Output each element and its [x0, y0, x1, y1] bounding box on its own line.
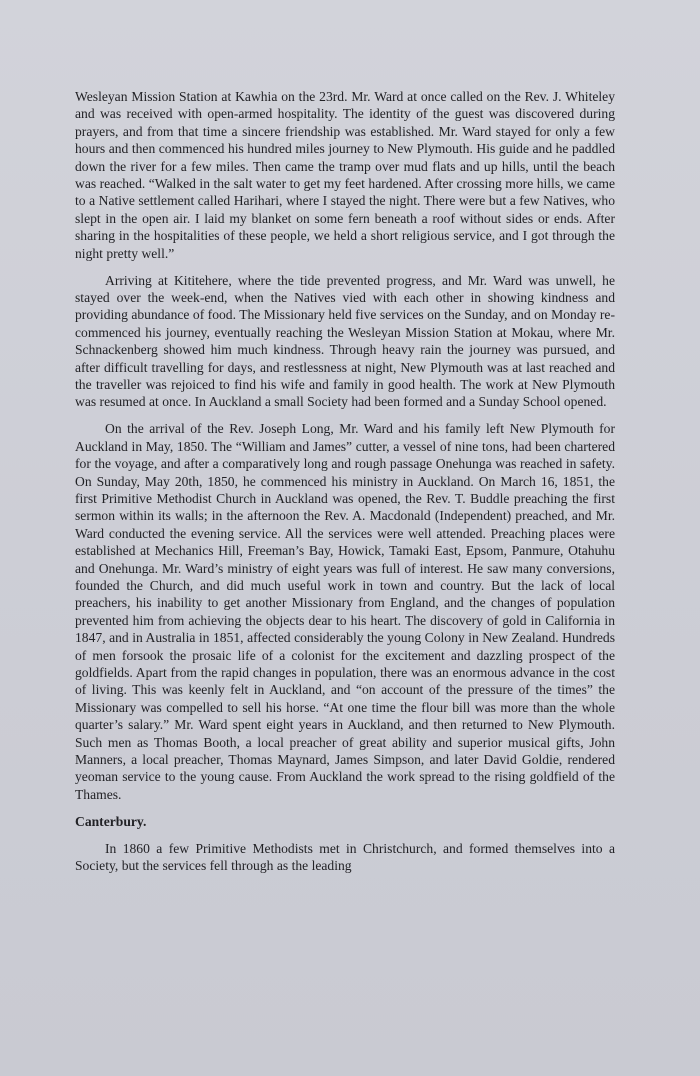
section-heading-canterbury: Canterbury. [75, 814, 147, 830]
body-text [75, 88, 615, 884]
paragraph-kawhia-journey: Wesleyan Mission Station at Kawhia on the 23rd. Mr. Ward at once called on the Rev. J. Whiteley and was received with open-armed hospitality. The identity of the guest was discovered during prayers, and from that time a sincere friendship was established. Mr. Ward stayed for only a few hours and then commenced his hundred miles journey to New Plymouth. His guide and he paddled down the river for a few miles. Then came the tramp over mud flats and up hills, until the beach was reached. “Walked in the salt water to get my feet hardened. After crossing more hills, we came to a Native settlement called Harihari, where I stayed the night. There were but a few Natives, who slept in the open air. I laid my blanket on some fern beneath a roof without sides or ends. After sharing in the hospitalities of these people, we held a short religious service, and I got through the night pretty well.” [75, 89, 615, 261]
paragraph-auckland-ministry: On the arrival of the Rev. Joseph Long, Mr. Ward and his family left New Plymouth for Auckland in May, 1850. The “William and James” cutter, a vessel of nine tons, had been chartered for the voyage, and after a comparatively long and rough passage Onehunga was reached in safety. On Sunday, May 20th, 1850, he commenced his ministry in Auckland. On March 16, 1851, the first Primitive Methodist Church in Auckland was opened, the Rev. T. Buddle preaching the first sermon within its walls; in the afternoon the Rev. A. Macdonald (Independent) preached, and Mr. Ward conducted the evening service. All the services were well attended. Preaching places were established at Mechanics Hill, Freeman’s Bay, Howick, Tamaki East, Epsom, Panmure, Otahuhu and Onehunga. Mr. Ward’s ministry of eight years was full of interest. He saw many conversions, founded the Church, and did much useful work in town and country. But the lack of local preachers, his inability to get another Missionary from England, and the changes of population prevented him from achieving the objects dear to his heart. The discovery of gold in California in 1847, and in Australia in 1851, affected considerably the young Colony in New Zealand. Hundreds of men forsook the prosaic life of a colonist for the excitement and dazzling prospect of the goldfields. Apart from the rapid changes in population, there was an enormous advance in the cost of living. This was keenly felt in Auckland, and “on account of the pressure of the times” the Missionary was compelled to sell his horse. “At one time the flour bill was more than the whole quarter’s salary.” Mr. Ward spent eight years in Auckland, and then returned to New Plymouth. Such men as Thomas Booth, a local preacher of great ability and superior musical gifts, John Manners, a local preacher, Thomas Maynard, James Simpson, and later David Goldie, rendered yeoman service to the young cause. From Auckland the work spread to the rising goldfield of the Thames. [75, 421, 615, 802]
paragraph-kititehere: Arriving at Kititehere, where the tide prevented progress, and Mr. Ward was unwell, he stayed over the week-end, when the Natives vied with each other in showing kindness and providing abundance of food. The Missionary held five services on the Sunday, and on Monday re-commenced his journey, eventually reaching the Wesleyan Mission Station at Mokau, where Mr. Schnackenberg showed him much kindness. Through heavy rain the journey was pursued, and after difficult travelling for days, and restlessness at night, New Plymouth was at last reached and the traveller was rejoiced to find his wife and family in good health. The work at New Plymouth was resumed at once. In Auckland a small Society had been formed and a Sunday School opened. [75, 272, 615, 410]
paragraph-christchurch: In 1860 a few Primitive Methodists met in Christchurch, and formed themselves into a Society, but the services fell through as the leading [75, 840, 615, 874]
